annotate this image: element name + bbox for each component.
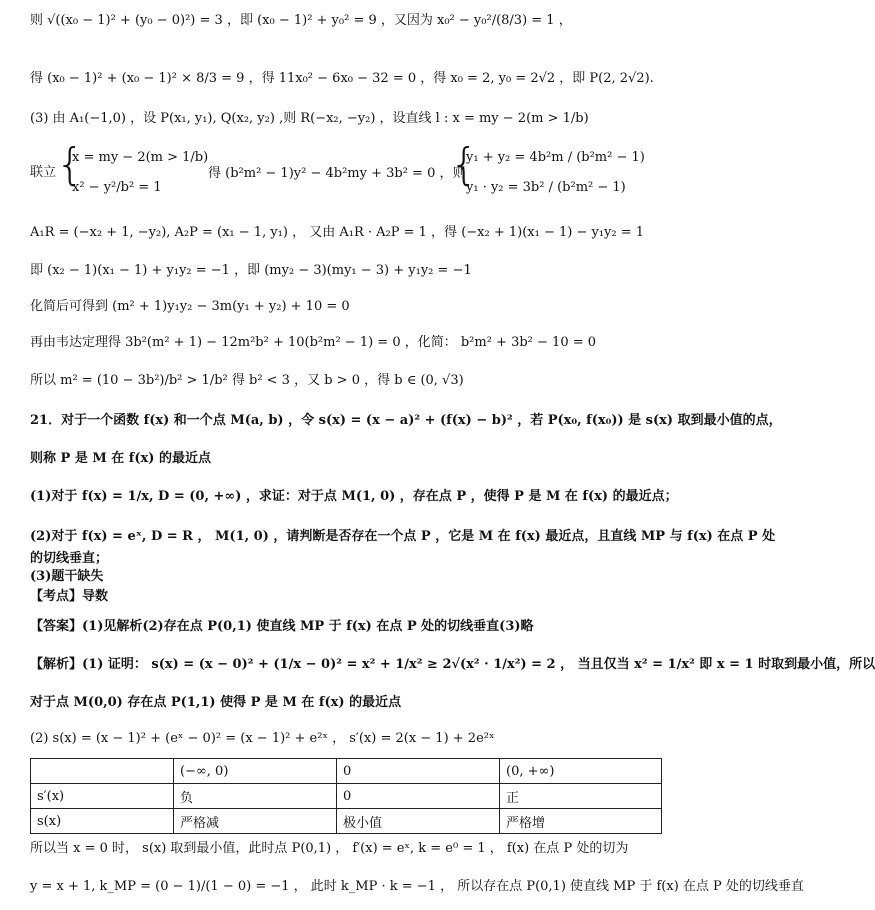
line-14: 的切线垂直； xyxy=(30,551,109,566)
table-cell: 0 xyxy=(337,784,500,809)
line-4-label: 联立 xyxy=(30,165,57,180)
line-22: y = x + 1, k_MP = (0 − 1)/(1 − 0) = −1 ， 此时 k_MP · k = −1 ， 所以存在点 P(0,1) 使直线 MP 于 f(x) 在点 P 处的切线垂直 xyxy=(30,879,804,894)
table-header-cell: (−∞, 0) xyxy=(174,759,337,784)
table-header-row xyxy=(31,759,662,784)
line-8: 再由韦达定理得 3b²(m² + 1) − 12m²b² + 10(b²m² − 1) = 0 ，化简： b²m² + 3b² − 10 = 0 xyxy=(30,335,597,350)
table-cell: 负 xyxy=(174,784,337,809)
line-19: 对于点 M(0,0) 存在点 P(1,1) 使得 P 是 M 在 f(x) 的最近点 xyxy=(30,695,402,710)
table-cell: s′(x) xyxy=(31,784,174,809)
line-20: (2) s(x) = (x − 1)² + (eˣ − 0)² = (x − 1)² + e²ˣ ， s′(x) = 2(x − 1) + 2e²ˣ xyxy=(30,731,495,746)
line-13: (2)对于 f(x) = eˣ, D = R ， M(1, 0) ，请判断是否存在一个点 P ，它是 M 在 f(x) 最近点，且直线 MP 与 f(x) 在点 P 处 xyxy=(30,529,776,544)
system-1-brace: { xyxy=(56,139,84,190)
line-15: (3)题干缺失 xyxy=(30,569,104,584)
table-cell: 正 xyxy=(500,784,662,809)
line-7: 化简后可得到 (m² + 1)y₁y₂ − 3m(y₁ + y₂) + 10 = 0 xyxy=(30,299,350,314)
system-2-eq-b: y₁ · y₂ = 3b² / (b²m² − 1) xyxy=(466,180,626,195)
table-cell: s(x) xyxy=(31,809,174,834)
line-4-middle: 得 (b²m² − 1)y² − 4b²my + 3b² = 0 ，则 xyxy=(208,166,466,181)
line-17: 【答案】(1)见解析(2)存在点 P(0,1) 使直线 MP 于 f(x) 在点 P 处的切线垂直(3)略 xyxy=(30,619,534,634)
line-5: A₁R = (−x₂ + 1, −y₂), A₂P = (x₁ − 1, y₁) ， 又由 A₁R · A₂P = 1 ，得 (−x₂ + 1)(x₁ − 1) − y₁y₂ = 1 xyxy=(30,225,645,240)
line-18: 【解析】(1) 证明： s(x) = (x − 0)² + (1/x − 0)² = x² + 1/x² ≥ 2√(x² · 1/x²) = 2 ， 当且仅当 x² = 1/x² 即 x = 1 时取到最小值，所以 xyxy=(30,657,875,672)
line-3: (3) 由 A₁(−1,0) ，设 P(x₁, y₁), Q(x₂, y₂) ,则 R(−x₂, −y₂) ，设直线 l : x = my − 2(m > 1/b) xyxy=(30,111,589,126)
table-row xyxy=(31,784,662,809)
table-cell: 严格减 xyxy=(174,809,337,834)
line-1: 则 √((x₀ − 1)² + (y₀ − 0)²) = 3 ，即 (x₀ − 1)² + y₀² = 9 ，又因为 x₀² − y₀²/(8/3) = 1 ， xyxy=(30,13,572,28)
table-row xyxy=(31,809,662,834)
table-cell: 严格增 xyxy=(500,809,662,834)
line-9: 所以 m² = (10 − 3b²)/b² > 1/b² 得 b² < 3 ，又 b > 0 ，得 b ∈ (0, √3) xyxy=(30,373,464,388)
table-header-cell xyxy=(31,759,174,784)
line-11: 则称 P 是 M 在 f(x) 的最近点 xyxy=(30,451,211,466)
table-header-cell: (0, +∞) xyxy=(500,759,662,784)
line-2: 得 (x₀ − 1)² + (x₀ − 1)² × 8/3 = 9 ，得 11x₀² − 6x₀ − 32 = 0 ，得 x₀ = 2, y₀ = 2√2 ，即 P(2, 2√2). xyxy=(30,71,654,86)
line-6: 即 (x₂ − 1)(x₁ − 1) + y₁y₂ = −1 ，即 (my₂ − 3)(my₁ − 3) + y₁y₂ = −1 xyxy=(30,263,472,278)
system-2-eq-a: y₁ + y₂ = 4b²m / (b²m² − 1) xyxy=(466,150,645,165)
line-10: 21．对于一个函数 f(x) 和一个点 M(a, b) ，令 s(x) = (x − a)² + (f(x) − b)² ，若 P(x₀, f(x₀)) 是 s(x) 取到最小值的点， xyxy=(30,413,782,428)
line-16: 【考点】导数 xyxy=(30,589,109,604)
variation-table xyxy=(30,758,662,834)
system-2-brace: { xyxy=(450,139,478,190)
line-21: 所以当 x = 0 时， s(x) 取到最小值，此时点 P(0,1) ， f′(x) = eˣ, k = e⁰ = 1 ， f(x) 在点 P 处的切为 xyxy=(30,841,629,856)
system-1-eq-b: x² − y²/b² = 1 xyxy=(72,180,162,195)
table-cell: 极小值 xyxy=(337,809,500,834)
line-12: (1)对于 f(x) = 1/x, D = (0, +∞) ，求证：对于点 M(1, 0) ，存在点 P ，使得 P 是 M 在 f(x) 的最近点； xyxy=(30,489,678,504)
table-header-cell: 0 xyxy=(337,759,500,784)
system-1-eq-a: x = my − 2(m > 1/b) xyxy=(72,150,209,165)
